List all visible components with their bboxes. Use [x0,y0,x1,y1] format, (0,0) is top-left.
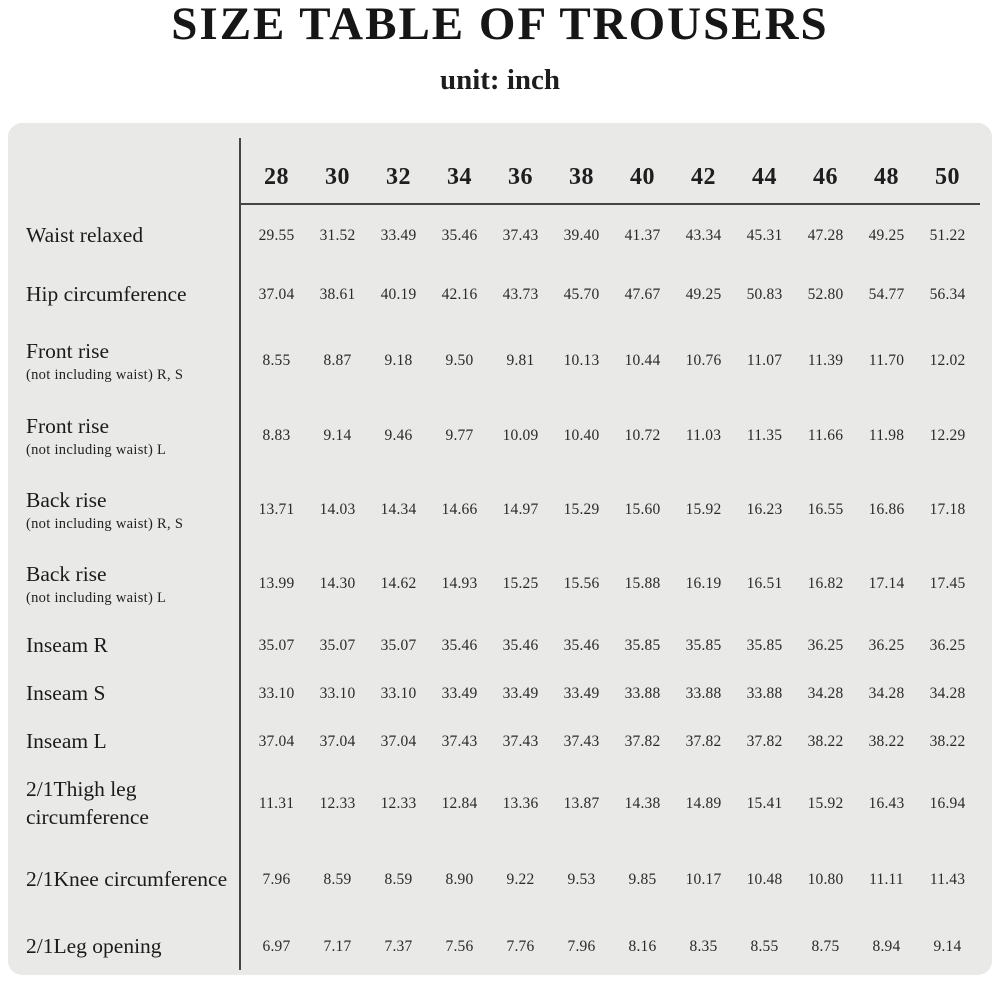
size-value: 47.67 [624,286,661,303]
row-values [240,795,992,813]
size-value: 16.23 [746,501,783,518]
row-label-cell [8,561,240,608]
size-value: 7.96 [567,937,596,955]
row-label-cell [8,281,240,309]
size-value: 10.44 [624,352,661,369]
size-value: 7.76 [506,937,535,955]
size-value: 16.94 [929,795,966,812]
size-value: 43.73 [502,286,539,303]
row-note: (not including waist) R, S [26,367,184,384]
size-column-header: 36 [508,164,533,190]
row-label: Hip circumference [26,282,187,307]
size-value: 14.89 [685,795,722,812]
size-value: 11.43 [929,871,966,888]
row-values [240,733,992,751]
row-label: Inseam R [26,632,108,657]
size-value: 38.22 [807,733,844,750]
size-value: 11.07 [746,352,783,369]
size-value: 35.46 [563,636,600,654]
size-value: 14.66 [441,501,478,518]
size-value: 14.03 [319,501,356,518]
size-value: 15.60 [624,501,661,518]
size-value: 15.92 [685,501,722,518]
size-value: 45.31 [746,227,783,244]
size-value: 41.37 [624,227,661,244]
size-value: 37.04 [258,286,295,303]
table-body [8,205,992,975]
size-column-header: 42 [691,164,716,190]
size-value: 12.29 [929,427,966,444]
size-value: 10.09 [502,427,539,444]
size-value: 37.82 [624,733,661,750]
row-label-cell [8,680,240,708]
size-column-header: 40 [630,164,655,190]
size-value: 10.48 [746,871,783,888]
size-value: 16.86 [868,501,905,518]
size-value: 16.82 [807,575,844,592]
size-value: 39.40 [563,227,600,244]
table-row [8,547,992,621]
table-row [8,205,992,267]
size-value: 11.11 [869,871,904,888]
size-value: 8.75 [811,937,840,955]
size-value: 38.22 [868,733,905,750]
size-value: 9.18 [384,352,413,369]
size-value: 50.83 [746,286,783,303]
size-value: 49.25 [868,227,905,244]
size-value: 33.10 [258,685,295,702]
size-value: 36.25 [929,636,966,654]
row-label: Back rise [26,561,107,586]
size-column-header: 28 [264,164,289,190]
size-value: 8.55 [262,352,291,369]
row-label-cell [8,776,240,832]
size-column-headers [240,164,992,191]
page-header [0,0,1000,123]
size-value: 36.25 [868,636,905,654]
size-value: 56.34 [929,286,966,303]
size-value: 11.98 [868,427,905,444]
size-value: 35.46 [502,636,539,654]
size-value: 14.93 [441,575,478,592]
size-value: 33.10 [380,685,417,702]
row-values [240,227,992,245]
size-value: 10.72 [624,427,661,444]
table-column-divider [239,138,241,970]
row-note: (not including waist) L [26,442,167,459]
size-value: 35.07 [380,636,417,654]
size-value: 10.40 [563,427,600,444]
size-value: 12.02 [929,352,966,369]
size-value: 17.45 [929,575,966,592]
row-label: 2/1Leg opening [26,933,162,958]
unit-label: unit: inch [439,64,561,96]
size-value: 12.33 [380,795,417,812]
size-column-header: 30 [325,164,350,190]
size-value: 45.70 [563,286,600,303]
row-label-cell [8,413,240,460]
size-value: 9.77 [445,427,474,444]
size-value: 9.14 [933,937,962,955]
size-value: 16.51 [746,575,783,592]
size-value: 34.28 [929,685,966,702]
size-value: 37.04 [380,733,417,750]
size-value: 8.94 [872,937,901,955]
size-value: 12.84 [441,795,478,812]
size-value: 8.55 [750,937,779,955]
row-label: Inseam S [26,681,106,706]
size-value: 9.22 [506,871,535,888]
row-label-cell [8,338,240,385]
row-label: 2/1Knee circumference [26,867,228,892]
row-values [240,938,992,956]
size-value: 47.28 [807,227,844,244]
size-value: 7.37 [384,937,413,955]
size-value: 8.87 [323,352,352,369]
size-column-header: 44 [752,164,777,190]
size-value: 15.29 [563,501,600,518]
table-row [8,842,992,918]
size-value: 7.17 [323,937,352,955]
size-value: 7.56 [445,937,474,955]
size-value: 10.76 [685,352,722,369]
size-value: 35.46 [441,227,478,244]
table-row [8,918,992,975]
row-values [240,871,992,889]
size-value: 31.52 [319,227,356,244]
size-value: 33.49 [380,227,417,244]
size-column-header: 32 [386,164,411,190]
size-value: 49.25 [685,286,722,303]
size-value: 8.59 [384,871,413,888]
size-value: 13.71 [258,501,295,518]
size-value: 16.55 [807,501,844,518]
size-value: 9.81 [506,352,535,369]
row-label-cell [8,222,240,250]
size-value: 35.46 [441,636,478,654]
size-value: 14.34 [380,501,417,518]
size-value: 11.39 [807,352,844,369]
row-values [240,352,992,370]
size-value: 15.92 [807,795,844,812]
size-value: 43.34 [685,227,722,244]
size-value: 10.17 [685,871,722,888]
row-label: Front rise [26,338,110,363]
size-value: 33.49 [441,685,478,702]
size-value: 37.43 [441,733,478,750]
size-value: 37.82 [685,733,722,750]
size-value: 11.66 [807,427,844,444]
row-values [240,286,992,304]
size-column-header: 46 [813,164,838,190]
size-value: 9.85 [628,871,657,888]
size-value: 16.19 [685,575,722,592]
size-value: 11.03 [685,427,722,444]
size-value: 9.50 [445,352,474,369]
row-label: Waist relaxed [26,223,144,248]
size-value: 17.14 [868,575,905,592]
size-value: 33.88 [685,685,722,702]
size-value: 33.49 [502,685,539,702]
size-value: 10.80 [807,871,844,888]
size-value: 34.28 [807,685,844,702]
size-value: 9.14 [323,427,352,444]
size-column-header: 34 [447,164,472,190]
size-value: 29.55 [258,227,295,244]
row-values [240,637,992,655]
size-column-header: 48 [874,164,899,190]
table-row [8,621,992,670]
row-values [240,685,992,703]
size-column-header: 50 [935,164,960,190]
size-value: 35.85 [685,636,722,654]
size-value: 11.35 [746,427,783,444]
row-label: 2/1Thigh leg circumference [26,777,149,829]
size-value: 9.46 [384,427,413,444]
row-values [240,427,992,445]
size-value: 35.07 [319,636,356,654]
size-value: 8.90 [445,871,474,888]
size-value: 15.88 [624,575,661,592]
size-value: 11.70 [868,352,905,369]
size-value: 34.28 [868,685,905,702]
size-value: 38.22 [929,733,966,750]
size-value: 15.41 [746,795,783,812]
size-table-panel [8,123,992,975]
page-title: SIZE TABLE OF TROUSERS [171,0,829,50]
size-value: 37.43 [502,227,539,244]
table-row [8,718,992,766]
size-value: 9.53 [567,871,596,888]
size-value: 13.99 [258,575,295,592]
row-label: Inseam L [26,729,107,754]
size-value: 33.88 [624,685,661,702]
row-label: Front rise [26,413,110,438]
row-label-cell [8,866,240,894]
size-value: 52.80 [807,286,844,303]
size-value: 13.87 [563,795,600,812]
size-value: 33.88 [746,685,783,702]
row-label-cell [8,632,240,660]
row-label-cell [8,487,240,534]
size-value: 12.33 [319,795,356,812]
size-value: 7.96 [262,871,291,888]
size-value: 37.43 [502,733,539,750]
size-value: 33.10 [319,685,356,702]
size-value: 14.62 [380,575,417,592]
size-value: 40.19 [380,286,417,303]
row-label-cell [8,933,240,961]
size-value: 8.83 [262,427,291,444]
table-row [8,766,992,842]
size-value: 14.38 [624,795,661,812]
row-note: (not including waist) R, S [26,516,184,533]
size-value: 6.97 [262,937,291,955]
size-value: 35.85 [624,636,661,654]
size-value: 51.22 [929,227,966,244]
size-value: 37.82 [746,733,783,750]
size-value: 37.04 [319,733,356,750]
size-value: 8.35 [689,937,718,955]
size-value: 17.18 [929,501,966,518]
size-value: 42.16 [441,286,478,303]
size-value: 15.56 [563,575,600,592]
table-row [8,399,992,473]
row-note: (not including waist) L [26,590,167,607]
size-value: 36.25 [807,636,844,654]
size-column-header: 38 [569,164,594,190]
size-value: 16.43 [868,795,905,812]
row-label: Back rise [26,487,107,512]
size-value: 33.49 [563,685,600,702]
table-row [8,473,992,547]
size-value: 38.61 [319,286,356,303]
table-row [8,670,992,718]
size-value: 54.77 [868,286,905,303]
size-value: 35.07 [258,636,295,654]
row-values [240,575,992,593]
size-header-row [8,123,992,205]
size-value: 11.31 [258,795,295,812]
size-value: 8.16 [628,937,657,955]
size-value: 13.36 [502,795,539,812]
table-row [8,323,992,399]
size-value: 14.30 [319,575,356,592]
table-row [8,267,992,323]
size-value: 10.13 [563,352,600,369]
row-label-cell [8,728,240,756]
row-values [240,501,992,519]
size-value: 35.85 [746,636,783,654]
size-value: 37.04 [258,733,295,750]
size-value: 14.97 [502,501,539,518]
size-value: 37.43 [563,733,600,750]
size-value: 15.25 [502,575,539,592]
size-value: 8.59 [323,871,352,888]
